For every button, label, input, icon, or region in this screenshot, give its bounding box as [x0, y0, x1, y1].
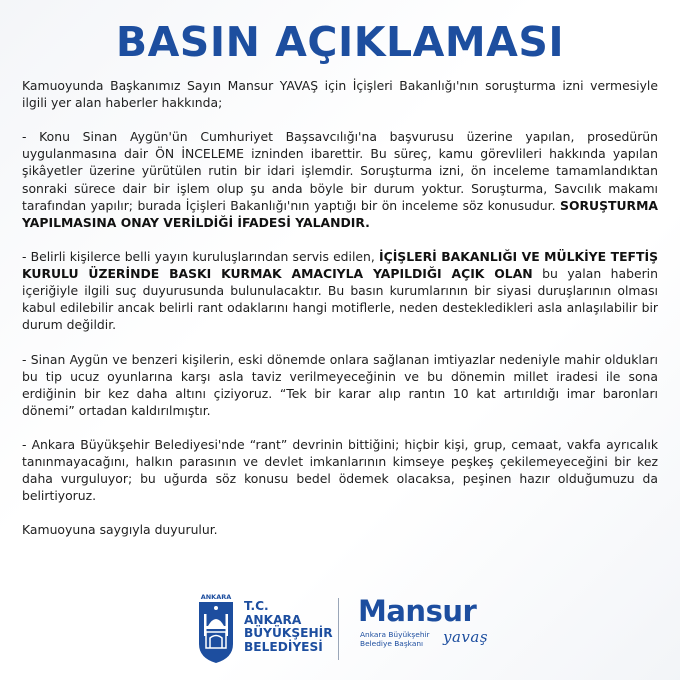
paragraph-2-bold: İÇİŞLERİ BAKANLIĞI VE MÜLKİYE TEFTİŞ KURULU ÜZERİNDE BASKI KURMAK AMACIYLA YAPILDIĞI AÇIK OLAN	[22, 248, 658, 282]
municipality-line-4: BELEDİYESİ	[244, 639, 323, 654]
ankara-emblem-icon	[196, 592, 236, 664]
paragraph-3: - Sinan Aygün ve benzeri kişilerin, eski dönemde onlara sağlanan imtiyazlar nedeniyle mahir oldukları bu tip ucuz oyunlarına karşı asla taviz verilmeyeceğinin ve bu dönemin millet iradesi ile sona erdiğinin bir kez daha altını çiziyoruz. “Tek bir karar alıp rantın 10 kat artırıldığı imar baronları dönemi” ortadan kaldırılmıştır.	[22, 351, 658, 418]
paragraph-1	[22, 128, 658, 231]
paragraph-1-bold: SORUŞTURMA YAPILMASINA ONAY VERİLDİĞİ İFADESİ YALANDIR.	[22, 197, 658, 230]
paragraph-2	[22, 248, 658, 333]
press-release-body	[22, 77, 658, 556]
municipality-name	[244, 600, 333, 654]
municipality-line-3: BÜYÜKŞEHİR	[244, 626, 333, 640]
closing-line: Kamuoyuna saygıyla duyurulur.	[22, 522, 218, 538]
brand-subtitle-line-1: Ankara Büyükşehir	[360, 630, 430, 639]
footer-divider	[338, 598, 339, 660]
municipality-line-2: ANKARA	[244, 612, 302, 627]
paragraph-4: - Ankara Büyükşehir Belediyesi'nde “rant” devrinin bittiğini; hiçbir kişi, grup, cemaat, vakfa ayrıcalık tanınmayacağını, halkın parasının ve devlet imkanlarının kimseye peşkeş çekilemeyeceğini bir kez daha vurguluyor; bu uğurda söz konusu bedel ödemek olacaksa, peşinen hazır olduğumuzu da belirtiyoruz.	[22, 436, 658, 504]
paragraph-2-text-after: bu yalan haberin içeriğiyle ilgili suç duyurusunda bulunulacaktır. Bu basın kurumlarının bir siyasi duruşlarının olması kabul edilebilir ancak belirli rant odaklarını hangi motiflerle, neden destekledikleri asla anlaşılabilir bir durum değildir.	[22, 266, 658, 333]
footer-logos	[0, 592, 680, 672]
paragraph-1-text: - Konu Sinan Aygün'ün Cumhuriyet Başsavcılığı'na başvurusu üzerine yapılan, prosedürün uygulanmasına dair ÖN İNCELEME izninden ibarettir. Bu süreç, kamu görevlileri hakkında yapılan şikâyetler üzerine yürütülen rutin bir idari işlemdir. Soruşturma izni, ön inceleme tamamlandıktan sonraki sürece dair bir işlem olup şu anda böyle bir durum yoktur. Soruşturma, Savcılık makamı tarafından yapılır; burada İçişleri Bakanlığı'nın yaptığı bir ön inceleme söz konusudur.	[22, 129, 658, 213]
municipality-line-1: T.C.	[244, 599, 269, 613]
paragraph-2-text-before: - Belirli kişilerce belli yayın kuruluşlarından servis edilen,	[22, 248, 379, 264]
brand-subtitle	[360, 630, 430, 648]
brand-subtitle-line-2: Belediye Başkanı	[360, 639, 424, 648]
signature: yavaş	[443, 628, 489, 646]
intro-paragraph: Kamuoyunda Başkanımız Sayın Mansur YAVAŞ için İçişleri Bakanlığı'nın soruşturma izni vermesiyle ilgili yer alan haberler hakkında;	[22, 78, 658, 111]
emblem-label: ANKARA	[200, 593, 232, 601]
page-title: BASIN AÇIKLAMASI	[115, 18, 565, 66]
brand-name: Mansur	[358, 594, 477, 628]
